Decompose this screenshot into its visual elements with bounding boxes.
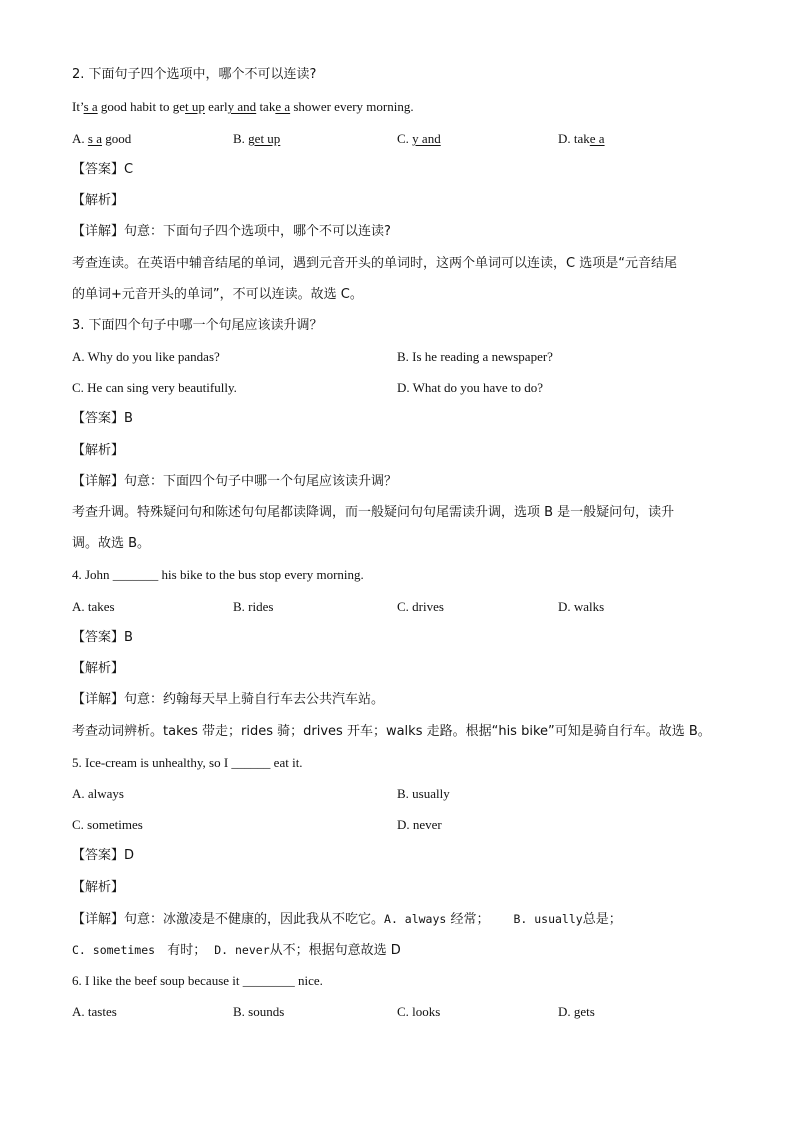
- option-prefix: C.: [397, 131, 413, 146]
- option-prefix: B.: [233, 131, 249, 146]
- q5-option-a: A. always: [72, 786, 124, 801]
- q3-option-d: D. What do you have to do?: [397, 380, 543, 395]
- q5-analysis: 【解析】: [72, 880, 125, 895]
- option-prefix: D. tak: [558, 131, 590, 146]
- q3-answer: 【答案】B: [72, 411, 133, 426]
- q4-option-c: C. drives: [397, 599, 444, 614]
- option-underline: e a: [589, 131, 605, 146]
- option-rest: good: [101, 131, 132, 146]
- q2-option-a: [72, 130, 131, 148]
- q2-sentence: [72, 98, 414, 116]
- q6-option-a: A. tastes: [72, 1004, 117, 1019]
- q2-sentence-part: shower every morning.: [290, 99, 414, 114]
- q5-detail-option-a: A. always: [384, 912, 447, 926]
- q3-detail: 【详解】句意：下面四个句子中哪一个句尾应该读升调？: [72, 474, 398, 489]
- q5-title: 5. Ice-cream is unhealthy, so I ______ eat it.: [72, 755, 303, 770]
- q4-option-d: D. walks: [558, 599, 605, 614]
- q2-sentence-part: earl: [204, 99, 228, 114]
- q4-analysis: 【解析】: [72, 661, 125, 676]
- q5-detail-option-d: D. never: [214, 943, 270, 957]
- q3-explanation-1: 考查升调。特殊疑问句和陈述句句尾都读降调，而一般疑问句句尾需读升调，选项 B 是一般疑问句，读升: [72, 505, 675, 520]
- q3-option-b: B. Is he reading a newspaper?: [397, 349, 553, 364]
- q2-option-d: [558, 130, 605, 148]
- q5-option-d: D. never: [397, 817, 442, 832]
- q4-answer: 【答案】B: [72, 630, 133, 645]
- option-prefix: A.: [72, 131, 88, 146]
- q2-sentence-part: good habit to ge: [97, 99, 186, 114]
- q2-answer: 【答案】C: [72, 162, 134, 177]
- q5-option-b: B. usually: [397, 786, 450, 801]
- q3-analysis: 【解析】: [72, 443, 125, 458]
- q4-option-a: A. takes: [72, 599, 115, 614]
- q3-title: 3. 下面四个句子中哪一个句尾应该读升调？: [72, 318, 323, 333]
- q5-detail: [72, 910, 622, 929]
- q3-explanation-2: 调。故选 B。: [72, 536, 151, 551]
- q2-sentence-part: It’: [72, 99, 84, 114]
- q2-explanation-2: 的单词+元音开头的单词”，不可以连读。故选 C。: [72, 287, 363, 302]
- q2-sentence-underline: y and: [227, 99, 257, 114]
- option-underline: s a: [87, 131, 102, 146]
- q5-option-c: C. sometimes: [72, 817, 143, 832]
- q6-option-b: B. sounds: [233, 1004, 285, 1019]
- q2-sentence-part: tak: [256, 99, 276, 114]
- q5-detail-option-c: C. sometimes: [72, 943, 156, 957]
- q2-title: 2. 下面句子四个选项中，哪个不可以连读?: [72, 67, 317, 82]
- q5-detail-option-b: B. usually: [513, 912, 583, 926]
- option-underline: y and: [412, 131, 441, 146]
- q4-detail: 【详解】句意：约翰每天早上骑自行车去公共汽车站。: [72, 692, 385, 707]
- q5-answer: 【答案】D: [72, 848, 135, 863]
- q2-sentence-underline: s a: [83, 99, 98, 114]
- q5-detail-text: 【详解】句意：冰激凌是不健康的，因此我从不吃它。: [72, 912, 385, 927]
- q2-sentence-underline: t up: [185, 99, 205, 114]
- q4-title: 4. John _______ his bike to the bus stop every morning.: [72, 567, 364, 582]
- q2-option-b: [233, 130, 280, 148]
- q5-detail-option-b-meaning: 总是；: [582, 912, 622, 927]
- q4-explanation-1: 考查动词辨析。takes 带走；rides 骑；drives 开车；walks 走路。根据“his bike”可知是骑自行车。故选 B。: [72, 724, 711, 739]
- q2-explanation-1: 考查连读。在英语中辅音结尾的单词，遇到元音开头的单词时，这两个单词可以连读，C 选项是“元音结尾: [72, 256, 677, 271]
- q5-detail-line-2: [72, 941, 401, 960]
- q5-detail-conclusion: 从不；根据句意故选 D: [269, 943, 401, 958]
- q2-option-c: [397, 130, 441, 148]
- q2-detail: 【详解】句意：下面句子四个选项中，哪个不可以连读?: [72, 224, 391, 239]
- q6-option-d: D. gets: [558, 1004, 595, 1019]
- q5-detail-option-c-meaning: 有时；: [163, 943, 207, 958]
- q3-option-a: A. Why do you like pandas?: [72, 349, 220, 364]
- q2-analysis: 【解析】: [72, 193, 125, 208]
- q5-detail-option-a-meaning: 经常；: [446, 912, 490, 927]
- option-underline: get up: [248, 131, 281, 146]
- q6-option-c: C. looks: [397, 1004, 441, 1019]
- q6-title: 6. I like the beef soup because it ________ nice.: [72, 973, 323, 988]
- q3-option-c: C. He can sing very beautifully.: [72, 380, 237, 395]
- q4-option-b: B. rides: [233, 599, 274, 614]
- q2-sentence-underline: e a: [275, 99, 291, 114]
